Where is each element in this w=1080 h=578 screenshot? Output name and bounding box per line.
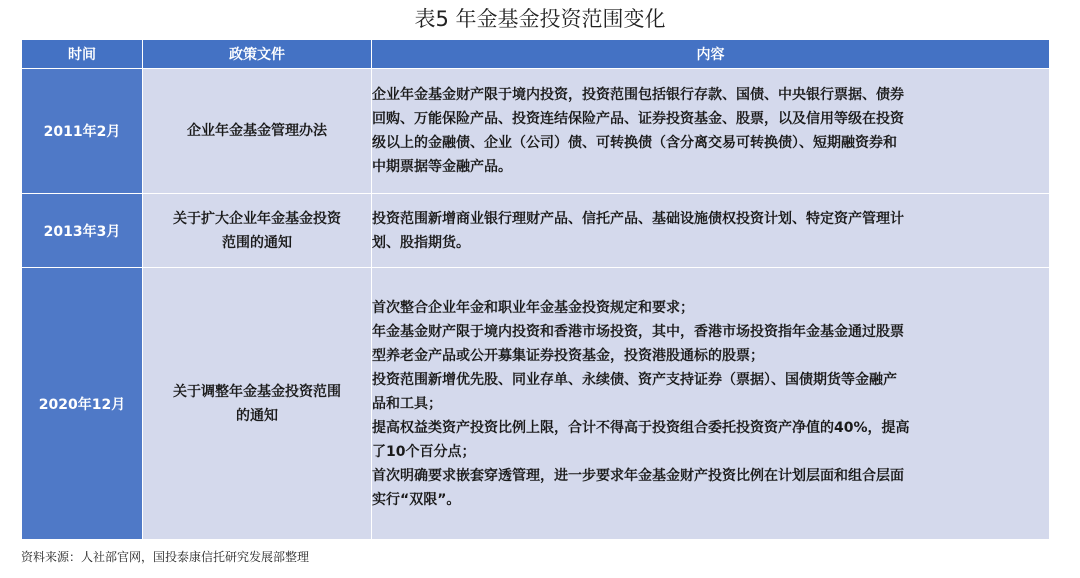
header-content: 内容 <box>372 40 1050 69</box>
policy-line: 企业年金基金管理办法 <box>187 123 327 139</box>
content-line: 中期票据等金融产品。 <box>372 159 512 175</box>
header-policy: 政策文件 <box>143 40 372 69</box>
policy-line: 关于调整年金基金投资范围 <box>173 383 341 400</box>
row-policy <box>143 268 372 540</box>
policy-line: 范围的通知 <box>222 234 292 251</box>
row-content <box>372 69 1050 194</box>
row-policy <box>143 69 372 194</box>
policy-line: 的通知 <box>236 407 278 424</box>
row-date: 2011年2月 <box>22 69 143 194</box>
content-line: 回购、万能保险产品、投资连结保险产品、证券投资基金、股票，以及信用等级在投资 <box>372 111 904 127</box>
content-line: 划、股指期货。 <box>372 234 470 251</box>
table-row <box>22 69 1050 194</box>
table-header-row <box>22 40 1050 69</box>
content-line: 实行“双限”。 <box>372 491 461 508</box>
content-line: 投资范围新增商业银行理财产品、信托产品、基础设施债权投资计划、特定资产管理计 <box>372 210 904 227</box>
content-line: 年金基金财产限于境内投资和香港市场投资，其中，香港市场投资指年金基金通过股票 <box>372 323 904 340</box>
content-line: 投资范围新增优先股、同业存单、永续债、资产支持证券（票据）、国债期货等金融产 <box>372 371 897 388</box>
content-line: 型养老金产品或公开募集证券投资基金，投资港股通标的股票； <box>372 347 764 364</box>
table-title: 表5 年金基金投资范围变化 <box>414 7 666 31</box>
content-line: 品和工具； <box>372 395 442 412</box>
content-line: 提高权益类资产投资比例上限，合计不得高于投资组合委托投资资产净值的40%，提高 <box>372 419 910 436</box>
policy-line: 关于扩大企业年金基金投资 <box>173 210 341 227</box>
content-line: 了10个百分点； <box>372 443 476 460</box>
content-line: 级以上的金融债、企业（公司）债、可转换债（含分离交易可转换债）、短期融资券和 <box>372 135 897 151</box>
table-row <box>22 268 1050 540</box>
content-line: 首次整合企业年金和职业年金基金投资规定和要求； <box>372 299 694 316</box>
row-date: 2020年12月 <box>22 268 143 540</box>
row-policy <box>143 194 372 268</box>
header-time: 时间 <box>22 40 143 69</box>
table-row <box>22 194 1050 268</box>
source-note: 资料来源：人社部官网，国投泰康信托研究发展部整理 <box>21 550 310 564</box>
investment-scope-table <box>21 39 1050 540</box>
content-line: 企业年金基金财产限于境内投资，投资范围包括银行存款、国债、中央银行票据、债券 <box>372 87 904 103</box>
row-date: 2013年3月 <box>22 194 143 268</box>
row-content <box>372 194 1050 268</box>
content-line: 首次明确要求嵌套穿透管理，进一步要求年金基金财产投资比例在计划层面和组合层面 <box>372 467 904 484</box>
row-content <box>372 268 1050 540</box>
